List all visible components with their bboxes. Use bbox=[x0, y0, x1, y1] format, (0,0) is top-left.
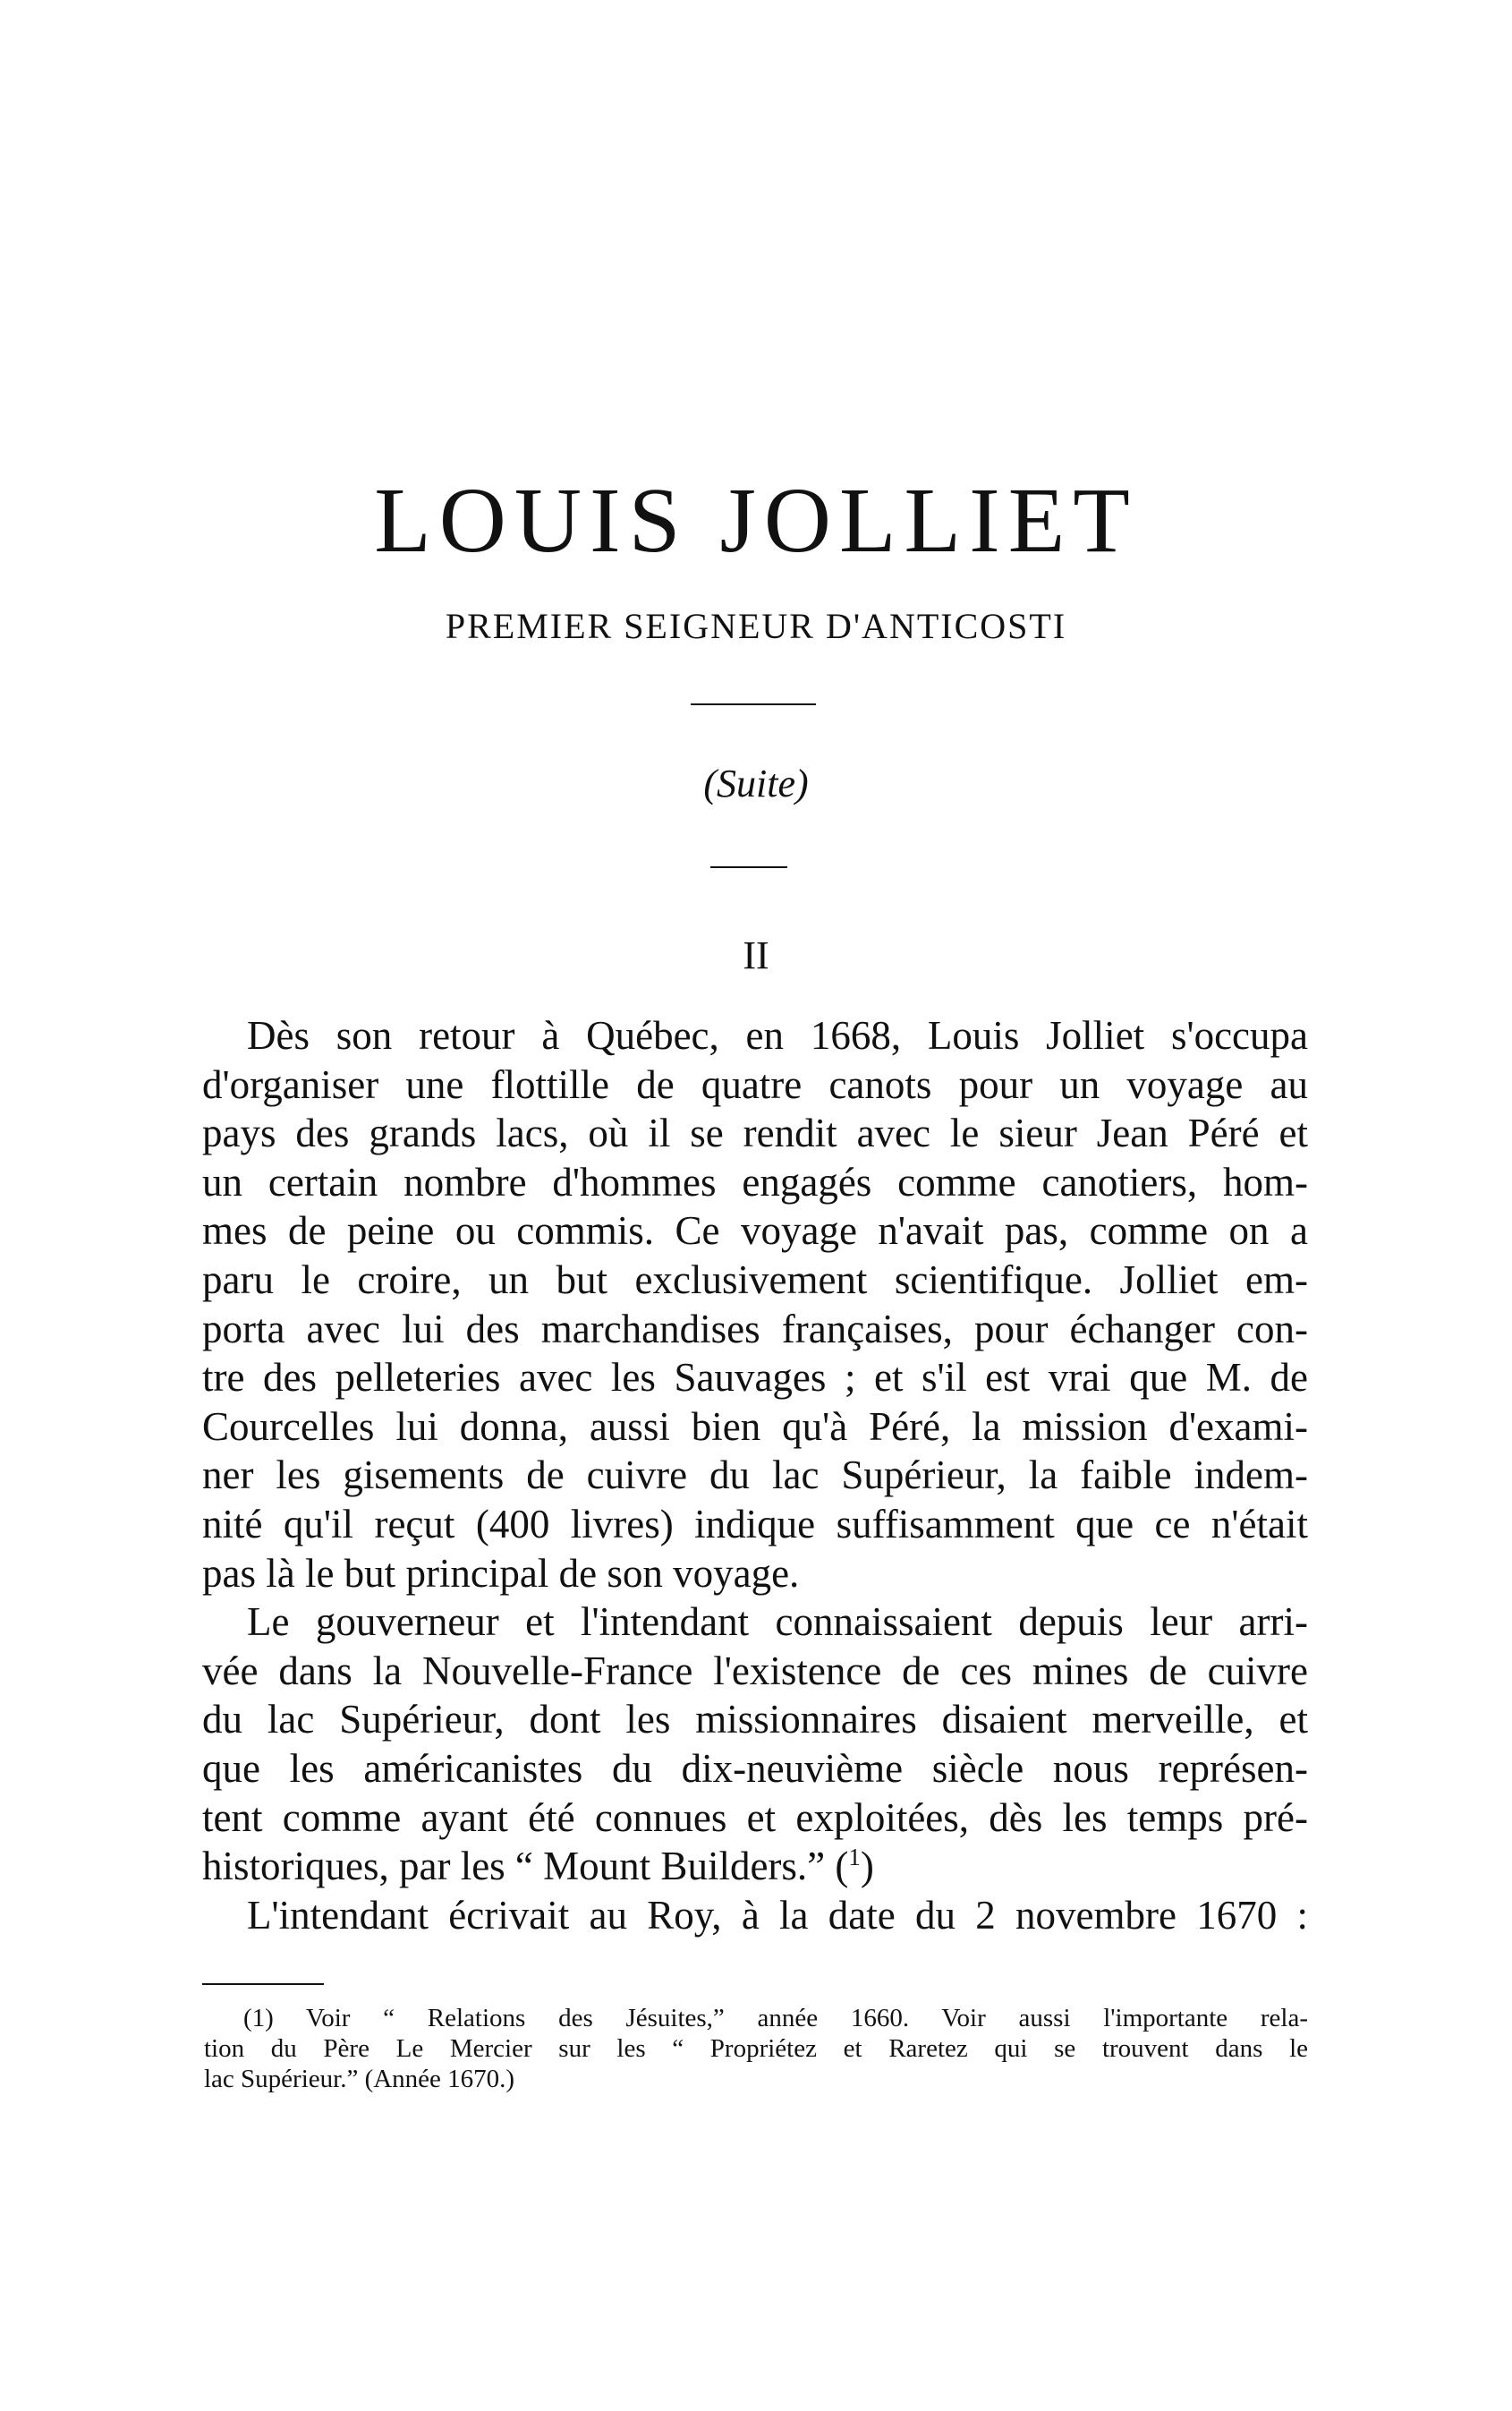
body-line: vée dans la Nouvelle-France l'existence de ces mines de cuivre bbox=[202, 1648, 1308, 1693]
body-line: un certain nombre d'hommes engagés comme canotiers, hom- bbox=[202, 1159, 1308, 1205]
body-line: Courcelles lui donna, aussi bien qu'à Péré, la mission d'exami- bbox=[202, 1403, 1308, 1449]
body-line: ner les gisements de cuivre du lac Supérieur, la faible indem- bbox=[202, 1453, 1308, 1498]
article-subtitle: PREMIER SEIGNEUR D'ANTICOSTI bbox=[445, 606, 1067, 646]
footnote-line: (1) Voir “ Relations des Jésuites,” année 1660. Voir aussi l'importante rela- bbox=[243, 2004, 1308, 2032]
body-line: d'organiser une flottille de quatre canots pour un voyage au bbox=[202, 1061, 1308, 1107]
footnote-separator bbox=[202, 1983, 324, 1985]
footnote-line: lac Supérieur.” (Année 1670.) bbox=[204, 2065, 515, 2093]
section-number: II bbox=[743, 933, 769, 977]
article-title: LOUIS JOLLIET bbox=[374, 469, 1138, 572]
body-line: paru le croire, un but exclusivement scientifique. Jolliet em- bbox=[202, 1257, 1308, 1302]
title-rule bbox=[691, 703, 816, 705]
body-line: mes de peine ou commis. Ce voyage n'avait pas, comme on a bbox=[202, 1208, 1308, 1254]
footnote bbox=[204, 2003, 1308, 2094]
body-line: porta avec lui des marchandises françaises, pour échanger con- bbox=[202, 1306, 1308, 1351]
body-line: pays des grands lacs, où il se rendit avec le sieur Jean Péré et bbox=[202, 1111, 1308, 1156]
body-line: historiques, par les “ Mount Builders.” ( bbox=[202, 1844, 849, 1889]
body-line: tre des pelleteries avec les Sauvages ; et s'il est vrai que M. de bbox=[202, 1355, 1308, 1401]
body-line: du lac Supérieur, dont les missionnaires disaient merveille, et bbox=[202, 1697, 1308, 1742]
body-text bbox=[202, 1011, 1308, 1939]
body-line: nité qu'il reçut (400 livres) indique suffisamment que ce n'était bbox=[202, 1501, 1308, 1546]
footnote-reference: 1 bbox=[848, 1844, 861, 1871]
body-line: pas là le but principal de son voyage. bbox=[202, 1550, 800, 1596]
body-line: L'intendant écrivait au Roy, à la date du 2 novembre 1670 : bbox=[247, 1892, 1308, 1938]
body-line: tent comme ayant été connues et exploitées, dès les temps pré- bbox=[202, 1794, 1308, 1840]
footnote-reference-close: ) bbox=[860, 1844, 874, 1889]
footnote-line: tion du Père Le Mercier sur les “ Propriétez et Raretez qui se trouvent dans le bbox=[204, 2034, 1308, 2063]
body-line: Le gouverneur et l'intendant connaissaient depuis leur arri- bbox=[247, 1599, 1308, 1645]
continuation-label: (Suite) bbox=[703, 762, 809, 805]
section-rule bbox=[710, 866, 787, 868]
body-line: Dès son retour à Québec, en 1668, Louis Jolliet s'occupa bbox=[247, 1013, 1308, 1058]
body-line: que les américanistes du dix-neuvième siècle nous représen- bbox=[202, 1745, 1308, 1791]
body-line-with-note bbox=[202, 1842, 1308, 1891]
